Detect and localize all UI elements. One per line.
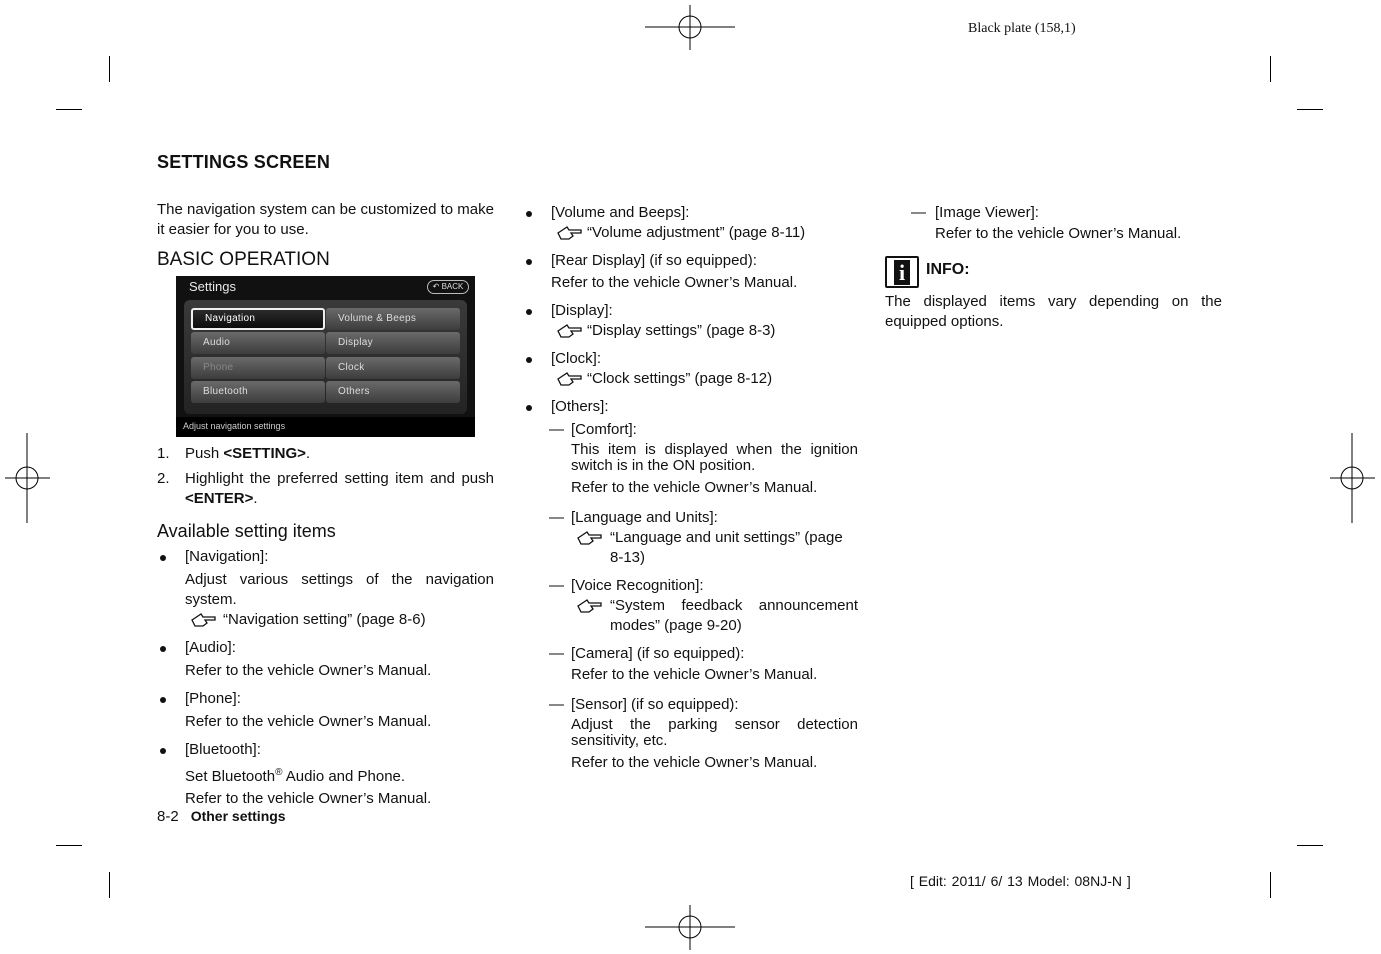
sub-sensor-text: Adjust the parking sensor detection sensitivity, etc. bbox=[571, 716, 858, 749]
enter-key: <ENTER> bbox=[185, 490, 254, 507]
item-navigation-label: [Navigation]: bbox=[185, 548, 269, 565]
dash-glyph: — bbox=[549, 645, 564, 662]
page-number: 8-2 bbox=[157, 808, 179, 825]
sub-comfort bbox=[523, 420, 858, 498]
step-1-text: Push bbox=[185, 445, 224, 462]
bullet-icon bbox=[526, 259, 532, 265]
step-1-number: 1. bbox=[157, 445, 170, 462]
step-1 bbox=[157, 444, 494, 464]
sub-sensor bbox=[523, 695, 858, 773]
item-audio-label: [Audio]: bbox=[185, 639, 236, 656]
basic-operation-heading: BASIC OPERATION bbox=[157, 249, 330, 270]
sub-camera-text: Refer to the vehicle Owner’s Manual. bbox=[571, 666, 818, 683]
item-phone-label: [Phone]: bbox=[185, 690, 241, 707]
sub-comfort-text-2: Refer to the vehicle Owner’s Manual. bbox=[571, 479, 818, 496]
bullet-icon bbox=[160, 646, 166, 652]
back-button: ↶ BACK bbox=[427, 280, 469, 294]
info-label: INFO: bbox=[926, 261, 970, 278]
registration-mark-bottom bbox=[645, 905, 735, 950]
clock-reference-text: “Clock settings” (page 8-12) bbox=[587, 370, 773, 387]
section-title: SETTINGS SCREEN bbox=[157, 152, 331, 172]
item-bluetooth bbox=[157, 740, 494, 809]
dash-glyph: — bbox=[549, 421, 564, 438]
reference-hand-icon bbox=[557, 225, 583, 241]
item-rear-display bbox=[523, 251, 858, 293]
item-navigation bbox=[157, 547, 494, 630]
voice-reference-text: “System feedback announcement modes” (page 9-20) bbox=[610, 597, 858, 634]
reference-hand-icon bbox=[557, 323, 583, 339]
item-navigation-text: Adjust various settings of the navigation system. bbox=[185, 571, 494, 608]
sub-image-text: Refer to the vehicle Owner’s Manual. bbox=[935, 225, 1182, 242]
bullet-icon bbox=[160, 555, 166, 561]
screen-footer: Adjust navigation settings bbox=[176, 417, 475, 437]
item-phone bbox=[157, 689, 494, 732]
reference-hand-icon bbox=[577, 530, 603, 546]
dash-glyph: — bbox=[911, 204, 926, 221]
plate-label: Black plate (158,1) bbox=[968, 21, 1076, 36]
step-2-end: . bbox=[253, 490, 258, 507]
display-reference-text: “Display settings” (page 8-3) bbox=[587, 322, 776, 339]
reference-hand-icon bbox=[191, 612, 217, 628]
item-bluetooth-text-2: Refer to the vehicle Owner’s Manual. bbox=[185, 790, 432, 807]
item-volume-label: [Volume and Beeps]: bbox=[551, 204, 690, 221]
item-volume bbox=[523, 203, 858, 243]
menu-item-others: Others bbox=[326, 381, 460, 403]
dash-glyph: — bbox=[549, 509, 564, 526]
reference-hand-icon bbox=[577, 598, 603, 614]
bullet-icon bbox=[160, 748, 166, 754]
available-items-heading: Available setting items bbox=[157, 521, 336, 541]
item-rear-text: Refer to the vehicle Owner’s Manual. bbox=[551, 274, 798, 291]
sub-comfort-label: [Comfort]: bbox=[571, 421, 637, 438]
display-reference bbox=[551, 321, 858, 341]
item-display bbox=[523, 301, 858, 341]
column-left-lower bbox=[157, 444, 494, 809]
sub-image-viewer bbox=[885, 203, 1222, 244]
bullet-icon bbox=[526, 309, 532, 315]
item-clock bbox=[523, 349, 858, 389]
bullet-icon bbox=[160, 697, 166, 703]
menu-item-bluetooth: Bluetooth bbox=[191, 381, 325, 403]
item-bluetooth-label: [Bluetooth]: bbox=[185, 741, 261, 758]
step-2-text: Highlight the preferred setting item and push bbox=[185, 470, 494, 487]
sub-image-label: [Image Viewer]: bbox=[935, 204, 1039, 221]
info-text: The displayed items vary depending on the equipped options. bbox=[885, 293, 1222, 330]
item-display-label: [Display]: bbox=[551, 302, 613, 319]
registration-mark-top bbox=[645, 5, 735, 50]
setting-key: <SETTING> bbox=[223, 445, 306, 462]
voice-reference bbox=[571, 596, 858, 636]
step-2-number: 2. bbox=[157, 470, 170, 487]
dash-glyph: — bbox=[549, 696, 564, 713]
column-left bbox=[157, 200, 494, 278]
info-header bbox=[885, 256, 1222, 290]
registered-mark: ® bbox=[275, 767, 283, 778]
sub-camera bbox=[523, 644, 858, 685]
sub-sensor-text-2: Refer to the vehicle Owner’s Manual. bbox=[571, 754, 818, 771]
menu-item-navigation: Navigation bbox=[191, 308, 325, 330]
item-others-label: [Others]: bbox=[551, 398, 609, 415]
reference-hand-icon bbox=[557, 371, 583, 387]
volume-reference bbox=[551, 223, 858, 243]
info-icon bbox=[885, 256, 919, 288]
sub-voice-label: [Voice Recognition]: bbox=[571, 577, 704, 594]
item-rear-label: [Rear Display] (if so equipped): bbox=[551, 252, 757, 269]
item-audio-text: Refer to the vehicle Owner’s Manual. bbox=[185, 662, 432, 679]
column-right bbox=[885, 203, 1222, 332]
screen-menu-panel bbox=[184, 300, 467, 414]
step-1-end: . bbox=[305, 445, 311, 462]
sub-comfort-text: This item is displayed when the ignition switch is in the ON position. bbox=[571, 441, 858, 474]
item-audio bbox=[157, 638, 494, 681]
settings-screen-image bbox=[176, 276, 475, 437]
menu-item-audio: Audio bbox=[191, 332, 325, 354]
intro-text: The navigation system can be customized to make it easier for you to use. bbox=[157, 201, 494, 238]
menu-item-phone: Phone bbox=[191, 357, 325, 379]
screen-title: Settings bbox=[189, 279, 236, 294]
volume-reference-text: “Volume adjustment” (page 8-11) bbox=[587, 224, 806, 241]
sub-camera-label: [Camera] (if so equipped): bbox=[571, 645, 745, 662]
bullet-icon bbox=[526, 405, 532, 411]
registration-mark-left bbox=[5, 433, 50, 523]
info-icon-glyph: i bbox=[894, 260, 910, 285]
navigation-reference bbox=[157, 610, 494, 630]
sub-language-label: [Language and Units]: bbox=[571, 509, 718, 526]
page-footer bbox=[157, 808, 286, 825]
clock-reference bbox=[551, 369, 858, 389]
language-reference-text: “Language and unit settings” (page 8-13) bbox=[610, 529, 843, 566]
bullet-icon bbox=[526, 211, 532, 217]
language-reference bbox=[571, 528, 858, 568]
bullet-icon bbox=[526, 357, 532, 363]
menu-item-clock: Clock bbox=[326, 357, 460, 379]
item-others bbox=[523, 397, 858, 417]
menu-item-display: Display bbox=[326, 332, 460, 354]
back-label: BACK bbox=[441, 282, 464, 291]
dash-glyph: — bbox=[549, 577, 564, 594]
bluetooth-text-b: Audio and Phone. bbox=[282, 768, 406, 785]
chapter-title: Other settings bbox=[190, 808, 286, 824]
navigation-reference-text: “Navigation setting” (page 8-6) bbox=[223, 611, 426, 628]
step-2 bbox=[157, 469, 494, 509]
registration-mark-right bbox=[1330, 433, 1375, 523]
sub-voice bbox=[523, 576, 858, 636]
column-middle bbox=[523, 203, 858, 773]
edit-info: [ Edit: 2011/ 6/ 13 Model: 08NJ-N ] bbox=[910, 873, 1131, 889]
item-bluetooth-text bbox=[185, 763, 494, 787]
item-clock-label: [Clock]: bbox=[551, 350, 602, 367]
item-phone-text: Refer to the vehicle Owner’s Manual. bbox=[185, 713, 432, 730]
bluetooth-text-a: Set Bluetooth bbox=[185, 768, 276, 785]
menu-item-volume-beeps: Volume & Beeps bbox=[326, 308, 460, 330]
sub-language bbox=[523, 508, 858, 568]
sub-sensor-label: [Sensor] (if so equipped): bbox=[571, 696, 739, 713]
